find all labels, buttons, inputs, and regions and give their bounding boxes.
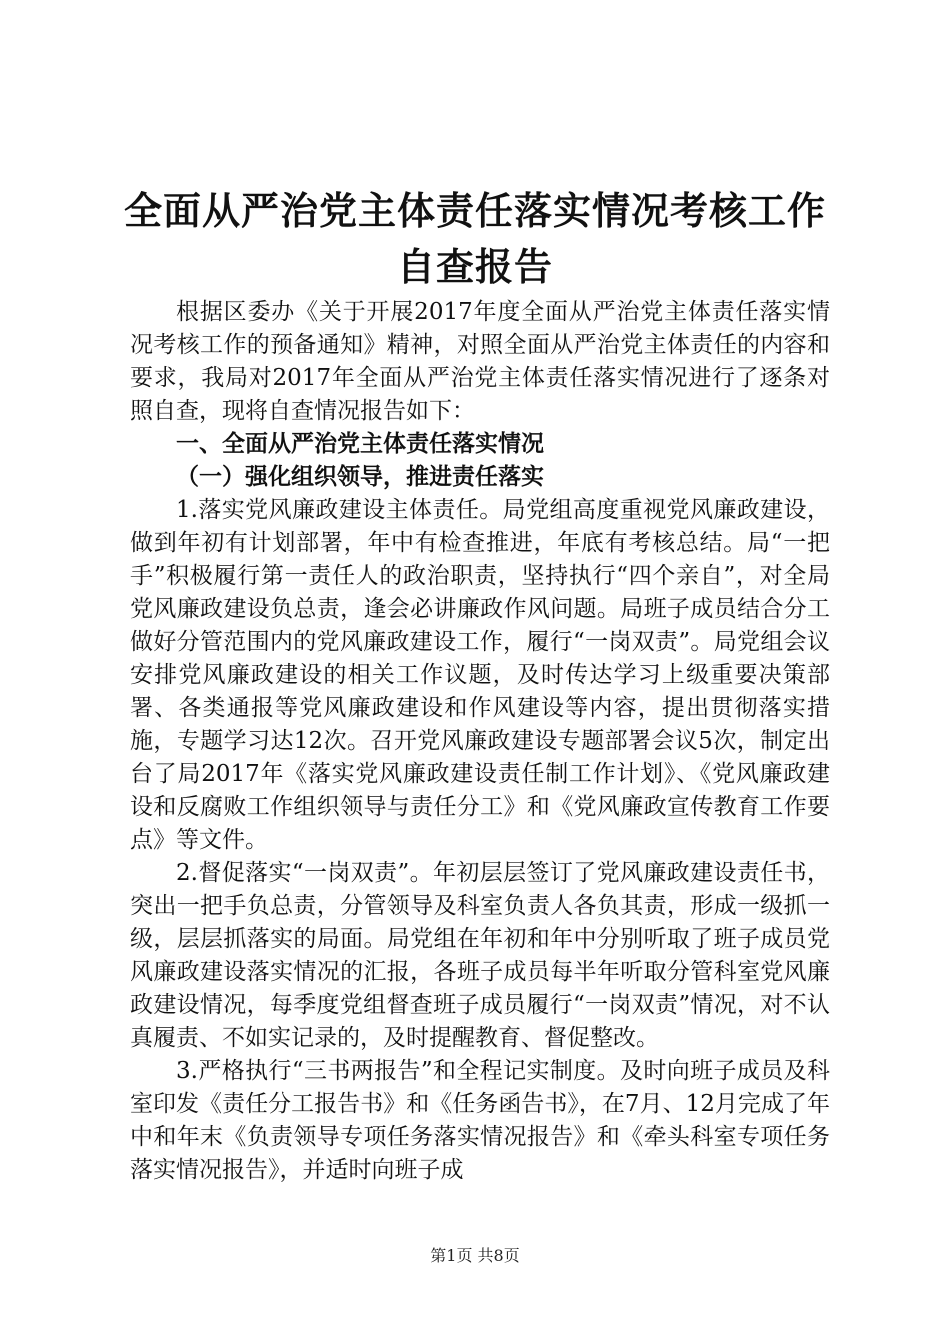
intro-paragraph: 根据区委办《关于开展2017年度全面从严治党主体责任落实情况考核工作的预备通知》精神，对照全面从严治党主体责任的内容和要求，我局对2017年全面从严治党主体责任落实情况进行了逐条对照自查，现将自查情况报告如下：: [130, 299, 830, 424]
document-body: [130, 296, 830, 1187]
body-paragraph-3: 3.严格执行“三书两报告”和全程记实制度。及时向班子成员及科室印发《责任分工报告书》和《任务函告书》，在7月、12月完成了年中和年末《负责领导专项任务落实情况报告》和《牵头科室专项任务落实情况报告》，并适时向班子成: [130, 1058, 830, 1183]
section-heading-1: 一、全面从严治党主体责任落实情况: [176, 431, 544, 457]
body-paragraph-1: 1.落实党风廉政建设主体责任。局党组高度重视党风廉政建设，做到年初有计划部署，年中有检查推进，年底有考核总结。局“一把手”积极履行第一责任人的政治职责，坚持执行“四个亲自”，对全局党风廉政建设负总责，逢会必讲廉政作风问题。局班子成员结合分工做好分管范围内的党风廉政建设工作，履行“一岗双责”。局党组会议安排党风廉政建设的相关工作议题，及时传达学习上级重要决策部署、各类通报等党风廉政建设和作风建设等内容，提出贯彻落实措施，专题学习达12次。召开党风廉政建设专题部署会议5次，制定出台了局2017年《落实党风廉政建设责任制工作计划》、《党风廉政建设和反腐败工作组织领导与责任分工》和《党风廉政宣传教育工作要点》等文件。: [130, 497, 830, 853]
subsection-heading-1: （一）强化组织领导，推进责任落实: [176, 464, 544, 490]
body-paragraph-2: 2.督促落实“一岗双责”。年初层层签订了党风廉政建设责任书，突出一把手负总责，分管领导及科室负责人各负其责，形成一级抓一级，层层抓落实的局面。局党组在年初和年中分别听取了班子成员党风廉政建设落实情况的汇报，各班子成员每半年听取分管科室党风廉政建设情况，每季度党组督查班子成员履行“一岗双责”情况，对不认真履责、不如实记录的，及时提醒教育、督促整改。: [130, 860, 830, 1051]
document-title: 全面从严治党主体责任落实情况考核工作自查报告: [123, 189, 826, 289]
page-footer: 第1页 共8页: [430, 1246, 520, 1265]
